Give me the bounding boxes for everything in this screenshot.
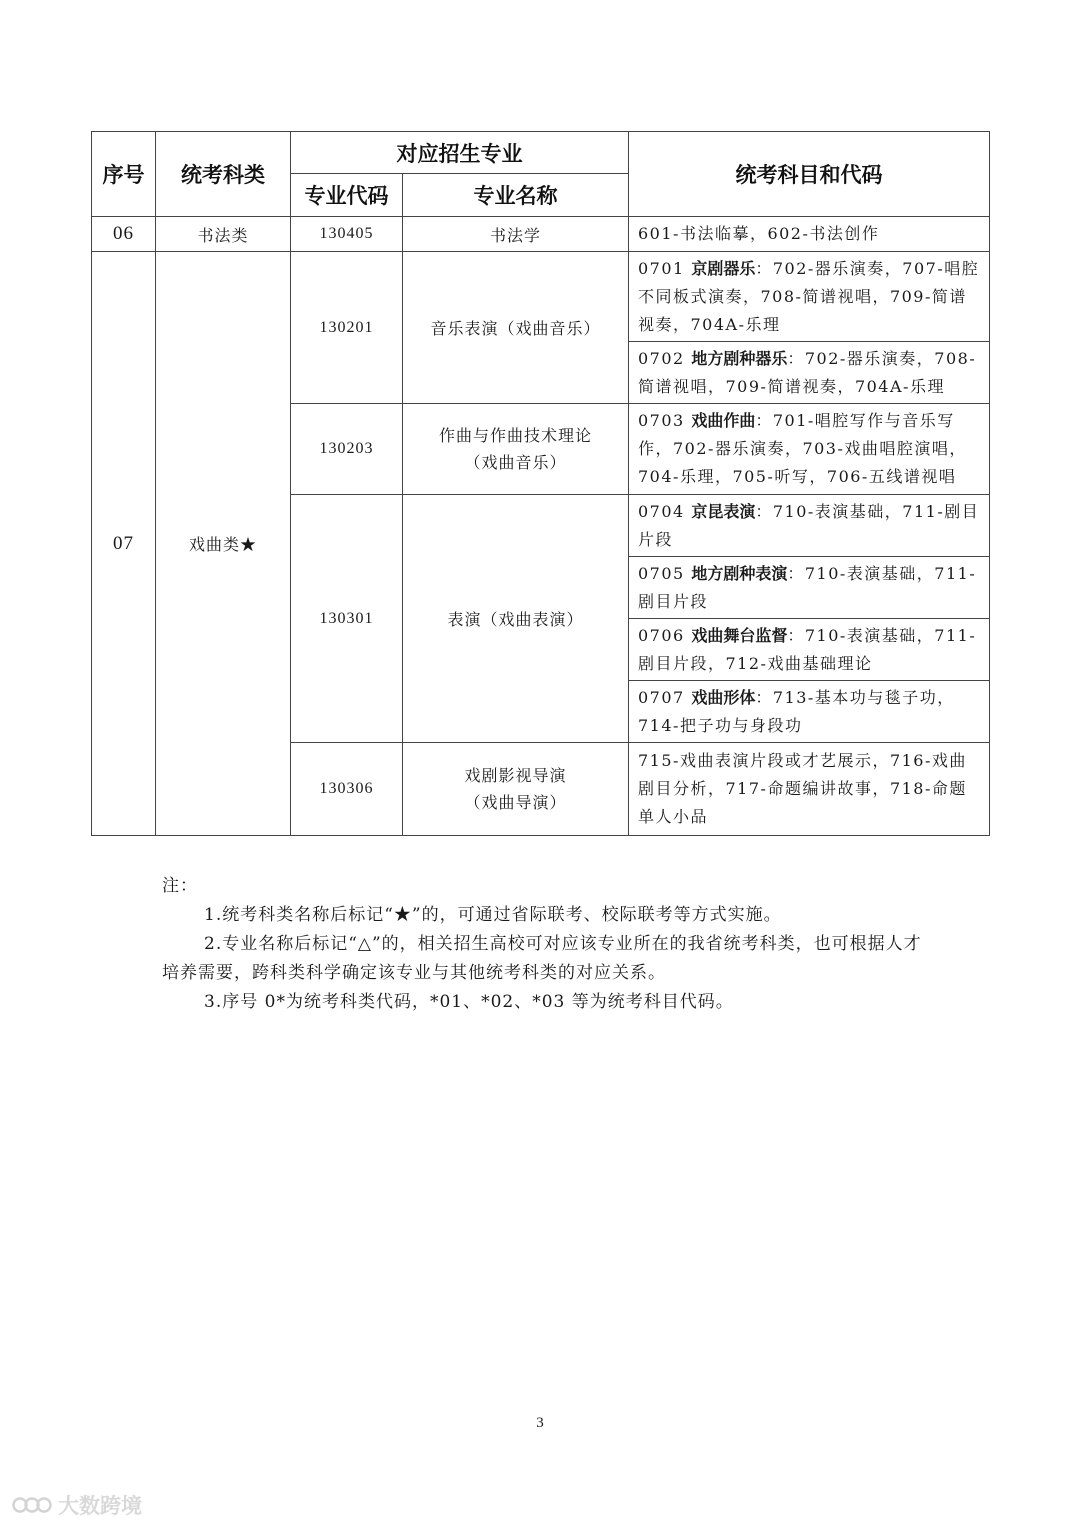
page-number: 3 (536, 1415, 544, 1431)
row-major-code: 130405 (291, 217, 403, 252)
subject-cell (629, 743, 990, 836)
row-major-code: 130201 (291, 252, 403, 404)
subject-cell (629, 342, 990, 404)
notes-label: 注： (162, 876, 198, 896)
table-header-row (92, 132, 990, 174)
subject-list: ：710-表演基础，711-剧目片段，712-戏曲基础理论 (638, 625, 977, 673)
row-seq: 06 (92, 217, 156, 252)
subject-title: 戏曲舞台监督 (691, 625, 788, 645)
subject-title: 京昆表演 (691, 501, 756, 521)
subject-code: 0707 (638, 687, 685, 707)
subject-code: 0703 (638, 411, 685, 430)
row-category: 书法类 (156, 217, 291, 252)
row-major-code: 130301 (291, 495, 403, 743)
subject-list: ：710-表演基础，711-剧目片段 (638, 501, 980, 549)
brand-logo-icon (12, 1493, 52, 1517)
table-row (92, 252, 990, 342)
subject-title: 戏曲作曲 (691, 411, 756, 430)
row-major-name: 书法学 (403, 217, 629, 252)
subject-cell (629, 252, 990, 342)
watermark-text: 大数跨境 (58, 1494, 142, 1518)
subject-code: 0701 (638, 258, 685, 278)
subject-cell (629, 495, 990, 557)
subject-list: ：702-器乐演奏，707-唱腔不同板式演奏，708-简谱视唱，709-简谱视奏，704A-乐理 (638, 258, 980, 334)
subject-list: 715-戏曲表演片段或才艺展示，716-戏曲剧目分析，717-命题编讲故事，718-命题单人小品 (638, 751, 967, 826)
subject-cell (629, 404, 990, 495)
major-name-line: 作曲与作曲技术理论 (438, 426, 592, 445)
notes-section (162, 872, 922, 1017)
subject-list: ：702-器乐演奏，708-简谱视唱，709-简谱视奏，704A-乐理 (638, 348, 977, 396)
subject-list: ：713-基本功与毯子功，714-把子功与身段功 (638, 687, 955, 735)
subject-cell (629, 681, 990, 743)
table-row (92, 217, 990, 252)
subject-title: 京剧器乐 (691, 258, 756, 278)
subject-list: ：710-表演基础，711-剧目片段 (638, 563, 977, 611)
row-major-name: 表演（戏曲表演） (403, 495, 629, 743)
subject-code: 0705 (638, 563, 685, 583)
row-major-code: 130203 (291, 404, 403, 495)
header-major-code: 专业代码 (291, 174, 403, 217)
note-item: 3.序号 0*为统考科类代码，*01、*02、*03 等为统考科目代码。 (204, 992, 734, 1012)
row-subjects: 601-书法临摹，602-书法创作 (629, 217, 990, 252)
header-category: 统考科类 (156, 132, 291, 217)
row-major-name (403, 404, 629, 495)
row-seq: 07 (92, 252, 156, 836)
subject-code: 0704 (638, 501, 685, 521)
note-item: 1.统考科类名称后标记“★”的，可通过省际联考、校际联考等方式实施。 (204, 905, 782, 925)
header-seq: 序号 (92, 132, 156, 217)
subject-code: 0706 (638, 625, 685, 645)
watermark (12, 1490, 142, 1520)
major-name-line: （戏曲音乐） (464, 453, 567, 472)
row-major-code: 130306 (291, 743, 403, 836)
subject-cell (629, 557, 990, 619)
major-name-line: （戏曲导演） (464, 793, 567, 812)
major-name-line: 戏剧影视导演 (464, 766, 567, 785)
note-item: 2.专业名称后标记“△”的，相关招生高校可对应该专业所在的我省统考科类，也可根据人才培养需要，跨科类科学确定该专业与其他统考科类的对应关系。 (162, 934, 922, 983)
row-major-name (403, 743, 629, 836)
header-major-group: 对应招生专业 (291, 132, 629, 174)
subject-title: 戏曲形体 (691, 687, 756, 707)
header-subjects: 统考科目和代码 (629, 132, 990, 217)
row-category: 戏曲类★ (156, 252, 291, 836)
header-major-name: 专业名称 (403, 174, 629, 217)
subject-code: 0702 (638, 348, 685, 368)
subject-list: ：701-唱腔写作与音乐写作，702-器乐演奏，703-戏曲唱腔演唱，704-乐理，705-听写，706-五线谱视唱 (638, 411, 967, 486)
subject-title: 地方剧种器乐 (691, 348, 788, 368)
row-major-name: 音乐表演（戏曲音乐） (403, 252, 629, 404)
subject-title: 地方剧种表演 (691, 563, 788, 583)
exam-subjects-table (91, 131, 990, 836)
subject-cell (629, 619, 990, 681)
